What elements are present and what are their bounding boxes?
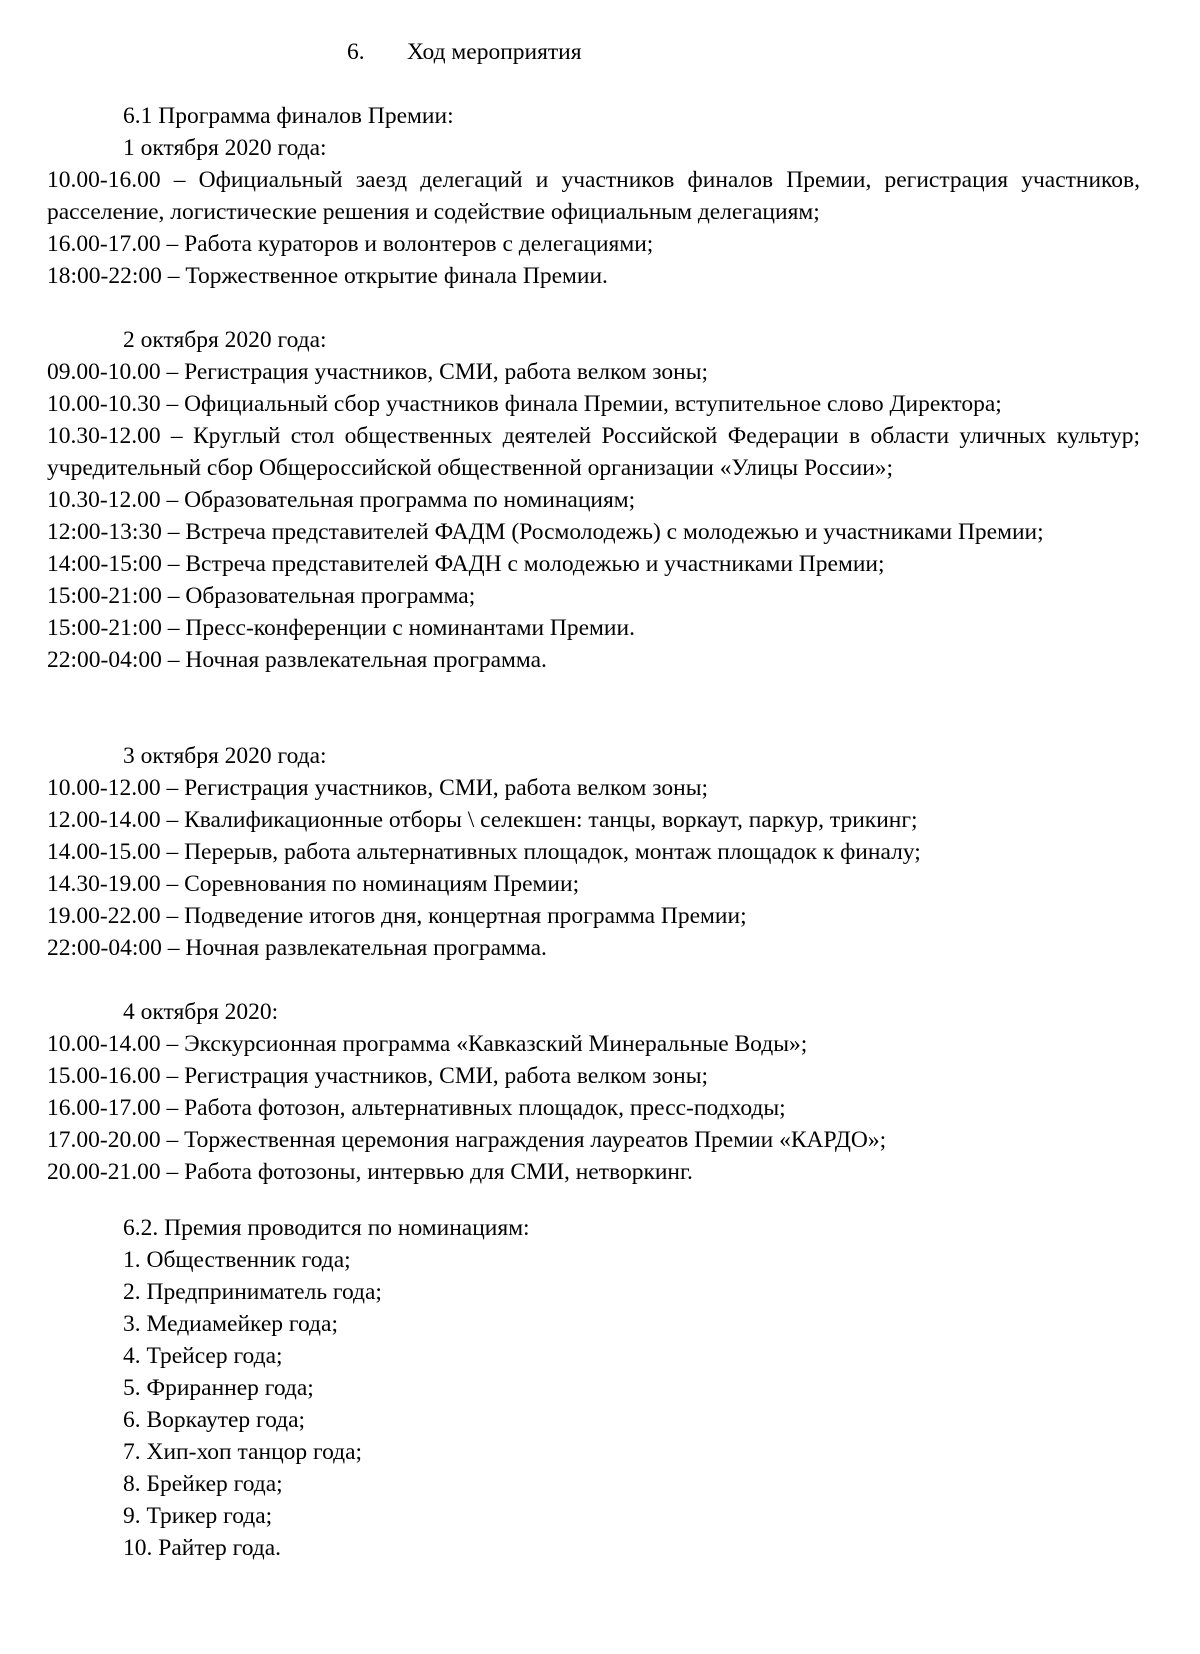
day1-item: 16.00-17.00 – Работа кураторов и волонтеров с делегациями; [47,231,654,257]
day2-item: 10.30-12.00 – Образовательная программа по номинациям; [47,487,636,513]
day3-date: 3 октября 2020 года: [123,743,327,769]
day3-item: 12.00-14.00 – Квалификационные отборы \ селекшен: танцы, воркаут, паркур, трикинг; [47,807,918,833]
day1-date: 1 октября 2020 года: [123,135,327,161]
day2-item: 12:00-13:30 – Встреча представителей ФАДМ (Росмолодежь) с молодежью и участниками Премии; [47,519,1044,545]
day2-date: 2 октября 2020 года: [123,327,327,353]
day2-item: 15:00-21:00 – Пресс-конференции с номинантами Премии. [47,615,635,641]
section-title: Ход мероприятия [407,39,582,65]
section-heading [347,36,582,68]
day3-item: 22:00-04:00 – Ночная развлекательная программа. [47,935,547,961]
nominations-heading: 6.2. Премия проводится по номинациям: [123,1215,530,1241]
day3-item: 19.00-22.00 – Подведение итогов дня, концертная программа Премии; [47,903,747,929]
section-number: 6. [347,39,365,65]
day3-item: 14.00-15.00 – Перерыв, работа альтернативных площадок, монтаж площадок к финалу; [47,839,921,865]
nomination-item: 1. Общественник года; [123,1247,351,1273]
nomination-item: 4. Трейсер года; [123,1343,283,1369]
day2-item: 22:00-04:00 – Ночная развлекательная программа. [47,647,547,673]
day2-item: 10.00-10.30 – Официальный сбор участников финала Премии, вступительное слово Директора; [47,391,1002,417]
day2-item: 09.00-10.00 – Регистрация участников, СМИ, работа велком зоны; [47,359,709,385]
nomination-item: 10. Райтер года. [123,1535,282,1561]
day3-item: 10.00-12.00 – Регистрация участников, СМИ, работа велком зоны; [47,775,709,801]
day2-item: 10.30-12.00 – Круглый стол общественных деятелей Российской Федерации в области уличных культур; учредительный сбор Общероссийской общественной организации «Улицы России»; [47,423,1140,481]
day4-item: 10.00-14.00 – Экскурсионная программа «Кавказский Минеральные Воды»; [47,1031,808,1057]
day1-item: 18:00-22:00 – Торжественное открытие финала Премии. [47,263,608,289]
nomination-item: 7. Хип-хоп танцор года; [123,1439,363,1465]
day4-item: 20.00-21.00 – Работа фотозоны, интервью для СМИ, нетворкинг. [47,1159,693,1185]
nomination-item: 6. Воркаутер года; [123,1407,306,1433]
day4-item: 17.00-20.00 – Торжественная церемония награждения лауреатов Премии «КАРДО»; [47,1127,887,1153]
day2-item: 14:00-15:00 – Встреча представителей ФАДН с молодежью и участниками Премии; [47,551,885,577]
day4-date: 4 октября 2020: [123,999,279,1025]
day3-item: 14.30-19.00 – Соревнования по номинациям Премии; [47,871,580,897]
program-heading: 6.1 Программа финалов Премии: [123,103,454,129]
day4-item: 15.00-16.00 – Регистрация участников, СМИ, работа велком зоны; [47,1063,709,1089]
nomination-item: 8. Брейкер года; [123,1471,283,1497]
day1-item: 10.00-16.00 – Официальный заезд делегаций и участников финалов Премии, регистрация участников, расселение, логистические решения и содействие официальным делегациям; [47,167,1140,225]
day4-item: 16.00-17.00 – Работа фотозон, альтернативных площадок, пресс-подходы; [47,1095,786,1121]
day2-item: 15:00-21:00 – Образовательная программа; [47,583,476,609]
nomination-item: 3. Медиамейкер года; [123,1311,338,1337]
nomination-item: 9. Трикер года; [123,1503,273,1529]
nomination-item: 5. Фрираннер года; [123,1375,314,1401]
nomination-item: 2. Предприниматель года; [123,1279,382,1305]
